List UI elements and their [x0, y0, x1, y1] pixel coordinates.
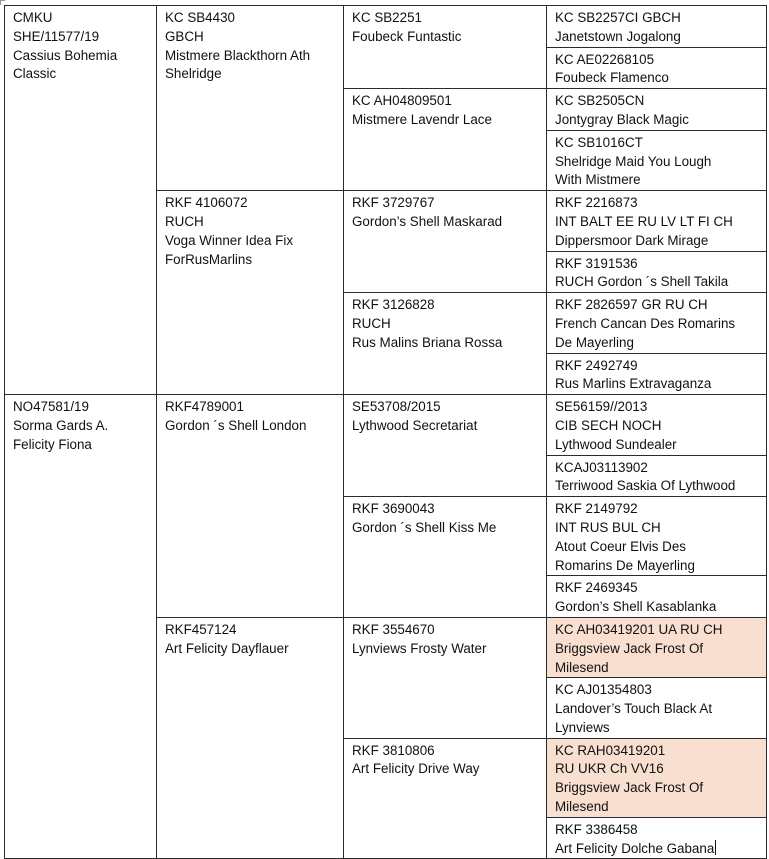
pedigree-line: RUCH — [352, 315, 391, 331]
pedigree-table-body — [5, 6, 767, 859]
pedigree-line: RKF 3729767 — [352, 195, 435, 211]
pedigree-line: Shelridge — [165, 66, 222, 82]
pedigree-line: RUCH Gordon ´s Shell Takila — [555, 274, 729, 290]
parent-dam-cell[interactable] — [5, 395, 157, 859]
great-grandparent-cell[interactable] — [344, 395, 547, 497]
pedigree-line: Art Felicity Dolche Gabana — [555, 840, 715, 856]
great-great-grandparent-cell[interactable] — [547, 497, 767, 576]
pedigree-line: RKF 3386458 — [555, 821, 638, 837]
pedigree-line: De Mayerling — [555, 334, 634, 350]
pedigree-line: KC AJ01354803 — [555, 682, 652, 698]
pedigree-line: CMKU — [13, 10, 53, 25]
pedigree-line: Dippersmoor Dark Mirage — [555, 232, 709, 248]
pedigree-line: Rus Marlins Extravaganza — [555, 376, 712, 392]
great-grandparent-cell[interactable] — [344, 497, 547, 618]
pedigree-line: Gordon ´s Shell London — [165, 417, 307, 433]
pedigree-line: Briggsview Jack Frost Of — [555, 640, 704, 656]
great-great-grandparent-cell[interactable] — [547, 89, 767, 131]
great-great-grandparent-cell[interactable] — [547, 617, 767, 677]
pedigree-line: RKF 2216873 — [555, 195, 638, 211]
pedigree-line: SHE/11577/19 — [13, 28, 100, 44]
great-great-grandparent-cell[interactable] — [547, 130, 767, 190]
great-great-grandparent-cell[interactable] — [547, 191, 767, 251]
pedigree-line: Foubeck Flamenco — [555, 70, 669, 86]
pedigree-line: Gordon ´s Shell Kiss Me — [352, 519, 497, 535]
pedigree-line: KC SB2257CI GBCH — [555, 10, 681, 25]
great-great-grandparent-cell[interactable] — [547, 353, 767, 395]
pedigree-line: RKF 3810806 — [352, 742, 435, 758]
pedigree-line: Sorma Gards A. — [13, 417, 109, 433]
pedigree-line: Atout Coeur Elvis Des — [555, 538, 686, 554]
pedigree-line: NO47581/19 — [13, 399, 89, 415]
pedigree-line: GBCH — [165, 28, 204, 44]
pedigree-line: KC RAH03419201 — [555, 742, 666, 758]
pedigree-line: INT RUS BUL CH — [555, 519, 661, 535]
great-grandparent-cell[interactable] — [344, 738, 547, 859]
pedigree-line: Lythwood Sundealer — [555, 436, 677, 452]
pedigree-line: Rus Malins Briana Rossa — [352, 334, 503, 350]
pedigree-line: Terriwood Saskia Of Lythwood — [555, 478, 736, 494]
great-grandparent-cell[interactable] — [344, 293, 547, 395]
pedigree-line: KC SB2505CN — [555, 93, 645, 109]
grandparent-cell[interactable] — [157, 617, 344, 859]
pedigree-line: CIB SECH NOCH — [555, 417, 662, 433]
pedigree-line: Lynviews Frosty Water — [352, 640, 487, 656]
great-great-grandparent-cell[interactable] — [547, 678, 767, 738]
pedigree-line: KC AH03419201 UA RU CH — [555, 621, 723, 637]
pedigree-line: With Mistmere — [555, 172, 641, 188]
pedigree-line: KC SB2251 — [352, 10, 422, 25]
pedigree-line: Mistmere Lavendr Lace — [352, 111, 492, 127]
great-great-grandparent-cell[interactable] — [547, 251, 767, 293]
pedigree-line: Landover’s Touch Black At — [555, 701, 713, 717]
great-great-grandparent-cell[interactable] — [547, 293, 767, 353]
pedigree-line: RKF 3690043 — [352, 501, 435, 517]
pedigree-line: RKF4789001 — [165, 399, 244, 415]
pedigree-line: Janetstown Jogalong — [555, 28, 681, 44]
great-grandparent-cell[interactable] — [344, 89, 547, 191]
pedigree-line: KC AH04809501 — [352, 93, 452, 109]
pedigree-line: RKF 2469345 — [555, 580, 638, 596]
pedigree-line: Mistmere Blackthorn Ath — [165, 47, 311, 63]
great-great-grandparent-cell[interactable] — [547, 455, 767, 497]
pedigree-line: RKF 2492749 — [555, 357, 638, 373]
pedigree-line: RKF 3126828 — [352, 297, 435, 313]
pedigree-line: RKF 2149792 — [555, 501, 638, 517]
pedigree-line: RKF457124 — [165, 621, 237, 637]
pedigree-line: Briggsview Jack Frost Of — [555, 780, 704, 796]
pedigree-line: KC SB4430 — [165, 10, 235, 25]
pedigree-line: RKF 2826597 GR RU CH — [555, 297, 708, 313]
pedigree-line: Classic — [13, 66, 57, 82]
pedigree-line: Lythwood Secretariat — [352, 417, 478, 433]
pedigree-line: Foubeck Funtastic — [352, 28, 462, 44]
pedigree-line: KC AE02268105 — [555, 51, 655, 67]
pedigree-line: RUCH — [165, 213, 204, 229]
pedigree-line: RU UKR Ch VV16 — [555, 761, 664, 777]
parent-sire-cell[interactable] — [5, 6, 157, 395]
grandparent-cell[interactable] — [157, 6, 344, 191]
pedigree-line: Lynviews — [555, 719, 610, 735]
pedigree-line: SE56159//2013 — [555, 399, 648, 415]
pedigree-line: KCAJ03113902 — [555, 459, 648, 475]
pedigree-line: French Cancan Des Romarins — [555, 315, 736, 331]
pedigree-line: Romarins De Mayerling — [555, 557, 695, 573]
pedigree-line: Jontygray Black Magic — [555, 111, 689, 127]
pedigree-line: KC SB1016CT — [555, 134, 643, 150]
great-grandparent-cell[interactable] — [344, 191, 547, 293]
table-row — [5, 395, 767, 455]
pedigree-line: Milesend — [555, 799, 609, 815]
pedigree-line: Milesend — [555, 659, 609, 675]
great-great-grandparent-cell[interactable] — [547, 395, 767, 455]
pedigree-line: Gordon’s Shell Maskarad — [352, 213, 503, 229]
grandparent-cell[interactable] — [157, 191, 344, 395]
great-great-grandparent-cell[interactable] — [547, 6, 767, 48]
pedigree-line: SE53708/2015 — [352, 399, 441, 415]
great-great-grandparent-cell[interactable] — [547, 817, 767, 859]
great-great-grandparent-cell[interactable] — [547, 738, 767, 817]
pedigree-line: ForRusMarlins — [165, 251, 253, 267]
text-cursor — [715, 840, 716, 855]
pedigree-line: RKF 3191536 — [555, 255, 638, 271]
pedigree-line: Cassius Bohemia — [13, 47, 118, 63]
pedigree-line: Art Felicity Dayflauer — [165, 640, 289, 656]
pedigree-line: INT BALT EE RU LV LT FI CH — [555, 213, 733, 229]
pedigree-line: Felicity Fiona — [13, 436, 92, 452]
great-grandparent-cell[interactable] — [344, 617, 547, 738]
pedigree-line: RKF 3554670 — [352, 621, 435, 637]
pedigree-table[interactable] — [4, 5, 767, 859]
great-grandparent-cell[interactable] — [344, 6, 547, 89]
pedigree-line: Gordon’s Shell Kasablanka — [555, 599, 717, 615]
great-great-grandparent-cell[interactable] — [547, 576, 767, 618]
great-great-grandparent-cell[interactable] — [547, 47, 767, 89]
pedigree-line: RKF 4106072 — [165, 195, 248, 211]
pedigree-line: Voga Winner Idea Fix — [165, 232, 294, 248]
pedigree-line: Shelridge Maid You Lough — [555, 153, 712, 169]
pedigree-line: Art Felicity Drive Way — [352, 761, 480, 777]
table-row — [5, 6, 767, 48]
grandparent-cell[interactable] — [157, 395, 344, 618]
